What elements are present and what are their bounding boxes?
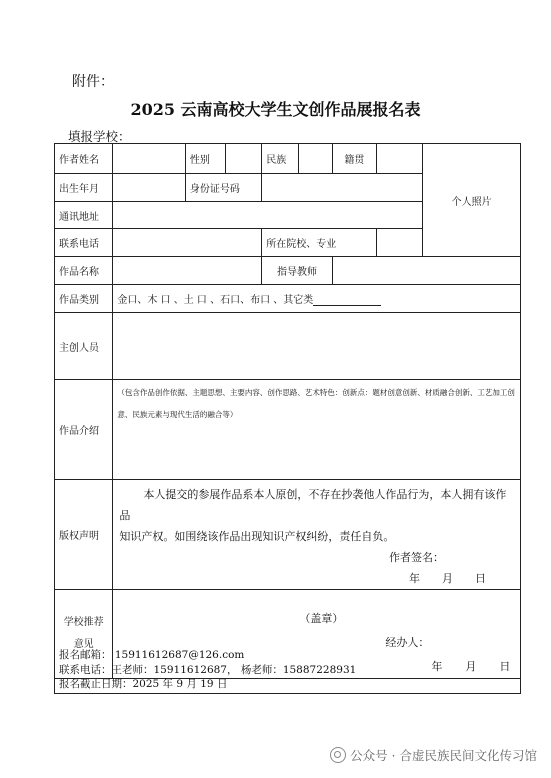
seal-label: （盖章） <box>299 612 344 625</box>
watermark-text: 公众号 · 合虚民族民间文化传习馆 <box>350 748 537 763</box>
copyright-label: 版权声明 <box>55 480 113 590</box>
handler-label: 经办人： <box>385 636 430 649</box>
id-number-field[interactable] <box>262 174 423 202</box>
rec-date-year: 年 <box>431 660 443 673</box>
school-label: 填报学校： <box>68 129 131 144</box>
footer-email: 报名邮箱： 15911612687@126.com <box>59 649 245 661</box>
phone-field[interactable] <box>113 229 262 257</box>
work-intro-field[interactable] <box>113 380 521 480</box>
work-intro-label: 作品介绍 <box>55 380 113 480</box>
registration-form-table <box>54 143 521 679</box>
signature-date: 年 月 日 <box>409 572 486 585</box>
address-field[interactable] <box>113 202 423 229</box>
id-number-label: 身份证号码 <box>185 174 261 202</box>
college-major-field[interactable] <box>377 229 423 257</box>
native-place-label: 籍贯 <box>332 144 376 174</box>
other-category-blank[interactable] <box>313 294 381 306</box>
phone-label: 联系电话 <box>55 229 113 257</box>
declaration-line-2: 知识产权。如围绕该作品出现知识产权纠纷，责任自负。 <box>119 530 395 543</box>
category-options: 金口、木 口 、土 口 、石口、布口 、其它类 <box>117 295 314 306</box>
rec-date-month: 月 <box>465 660 477 673</box>
ethnicity-label: 民族 <box>262 144 298 174</box>
photo-cell[interactable] <box>423 144 521 257</box>
work-name-label: 作品名称 <box>55 257 113 285</box>
watermark <box>330 746 537 764</box>
advisor-label: 指导教师 <box>262 257 332 285</box>
main-creator-label: 主创人员 <box>55 313 113 380</box>
wechat-account-icon <box>330 747 346 763</box>
author-signature-label[interactable]: 作者签名： <box>389 551 444 564</box>
ethnicity-field[interactable] <box>298 144 332 174</box>
college-major-label: 所在院校、专业 <box>262 229 377 257</box>
main-creator-field[interactable] <box>113 313 521 380</box>
advisor-field[interactable] <box>332 257 520 285</box>
photo-label: 个人照片 <box>451 196 492 208</box>
school-rec-line-2: 意见 <box>73 639 94 650</box>
declaration-line-1: 本人提交的参展作品系本人原创，不存在抄袭他人作品行为，本人拥有该作品 <box>119 488 507 522</box>
contact-footer <box>54 647 521 694</box>
footer-contact: 联系电话：王老师：15911612687， 杨老师：15887228931 <box>59 663 357 676</box>
work-category-label: 作品类别 <box>55 285 113 313</box>
birth-date-field[interactable] <box>113 174 185 202</box>
attachment-label: 附件： <box>72 74 114 90</box>
footer-deadline: 报名截止日期：2025 年 9 月 19 日 <box>59 678 228 690</box>
author-name-field[interactable] <box>113 144 185 174</box>
rec-date-day: 日 <box>499 660 511 673</box>
copyright-declaration <box>113 480 521 590</box>
form-title: 2025 云南高校大学生文创作品展报名表 <box>130 100 421 119</box>
address-label: 通讯地址 <box>55 202 113 229</box>
author-name-label: 作者姓名 <box>55 144 113 174</box>
gender-label: 性别 <box>185 144 225 174</box>
work-name-field[interactable] <box>113 257 262 285</box>
school-rec-line-1: 学校推荐 <box>63 617 104 628</box>
native-place-field[interactable] <box>377 144 423 174</box>
work-category-field[interactable] <box>113 285 521 313</box>
gender-field[interactable] <box>226 144 262 174</box>
intro-hint: （包含作品创作依据、主题思想、主要内容、创作思路、艺术特色：创新点：题材创意创新、材质融合创新、工艺加工创意、民族元素与现代生活的融合等） <box>117 388 515 419</box>
birth-date-label: 出生年月 <box>55 174 113 202</box>
